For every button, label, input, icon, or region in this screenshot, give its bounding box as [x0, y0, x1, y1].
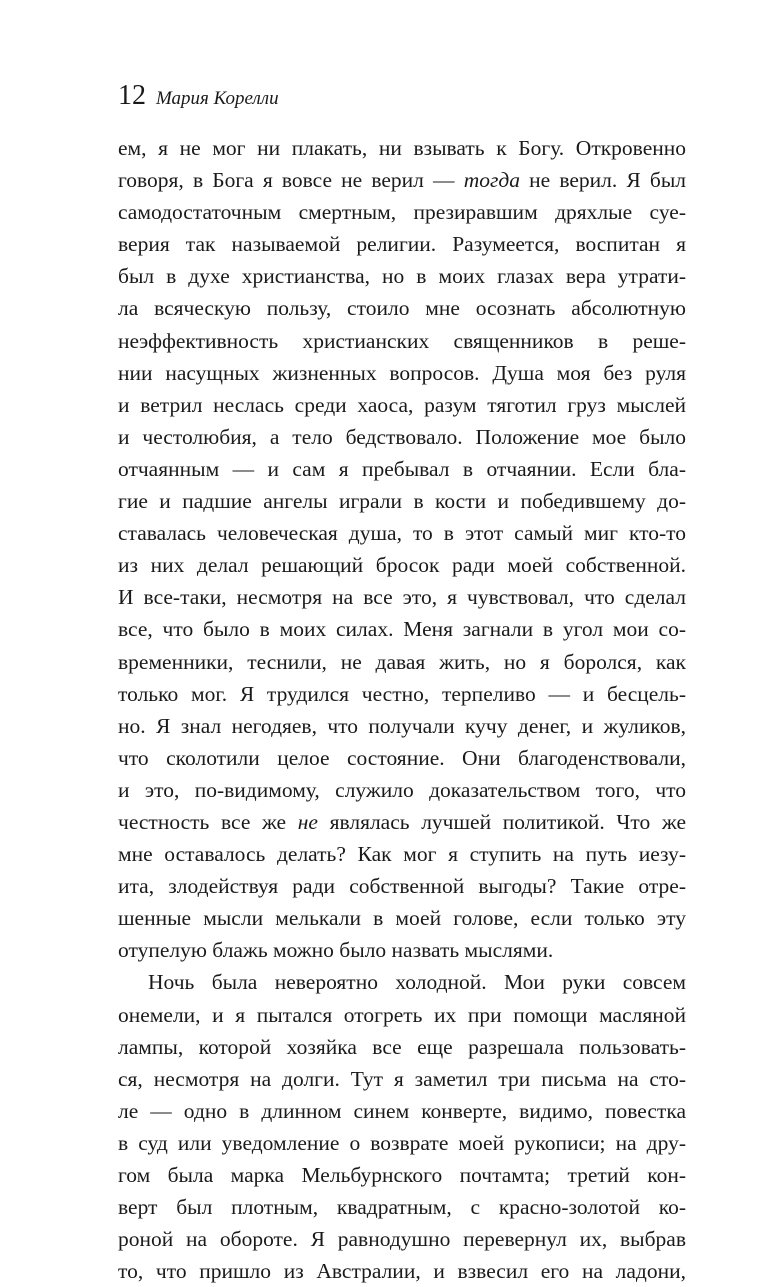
text-line [118, 1063, 686, 1095]
text-segment: что сколотили целое состояние. Они благоденствовали, [118, 745, 686, 770]
text-line [118, 453, 686, 485]
text-segment: И все-таки, несмотря на все это, я чувствовал, что сделал [118, 585, 686, 610]
text-segment: Ночь была невероятно холодной. Мои руки совсем [148, 970, 686, 995]
italic-word: не [297, 809, 318, 834]
text-line [118, 228, 686, 260]
text-segment: шенные мысли мелькали в моей голове, если только эту [118, 906, 686, 931]
text-segment: самодостаточным смертным, презиравшим дряхлые суе- [118, 200, 686, 225]
text-line [118, 581, 686, 613]
text-line [118, 260, 686, 292]
text-line [118, 1223, 686, 1255]
text-segment: отупелую блажь можно было назвать мыслями. [118, 938, 554, 963]
text-segment: и это, по-видимому, служило доказательством того, что [118, 777, 686, 802]
italic-word: тогда [463, 168, 520, 193]
text-line [118, 549, 686, 581]
text-segment: ла всяческую пользу, стоило мне осознать абсолютную [118, 296, 686, 321]
text-segment: лампы, которой хозяйка все еще разрешала пользовать- [118, 1034, 686, 1059]
text-line [118, 902, 686, 934]
text-segment: гом была марка Мельбурнского почтамта; третий кон- [118, 1163, 686, 1187]
text-segment: был в духе христианства, но в моих глазах вера утрати- [118, 264, 686, 289]
text-segment: говоря, в Бога я вовсе не верил — [118, 168, 464, 193]
text-line [118, 164, 686, 196]
text-line [118, 678, 686, 710]
text-segment: и ветрил неслась среди хаоса, разум тяготил груз мыслей [118, 392, 686, 417]
text-segment: но. Я знал негодяев, что получали кучу денег, и жуликов, [118, 713, 686, 738]
body-text [118, 132, 686, 1287]
text-segment: то, что пришло из Австралии, и взвесил его на ладони, [118, 1259, 686, 1284]
text-line [118, 132, 686, 164]
text-segment: в суд или уведомление о возврате моей рукописи; на дру- [118, 1130, 686, 1155]
text-line [118, 357, 686, 389]
text-segment: ита, злодействуя ради собственной выгоды? Такие отре- [118, 874, 686, 899]
text-line [118, 613, 686, 645]
text-segment: роной на обороте. Я равнодушно перевернул их, выбрав [118, 1227, 686, 1252]
running-head [118, 80, 279, 112]
text-segment: ем, я не мог ни плакать, ни взывать к Богу. Откровенно [118, 136, 686, 160]
text-segment: временники, теснили, не давая жить, но я боролся, как [118, 649, 686, 674]
text-line [118, 806, 686, 838]
text-segment: и честолюбия, а тело бедствовало. Положение мое было [118, 424, 686, 449]
text-line [118, 1191, 686, 1223]
text-line [118, 421, 686, 453]
text-line [118, 1127, 686, 1159]
text-segment: ся, несмотря на долги. Тут я заметил три письма на сто- [118, 1066, 686, 1091]
text-segment: не верил. Я был [519, 168, 686, 193]
text-line [118, 325, 686, 357]
text-segment: мне оставалось делать? Как мог я ступить на путь иезу- [118, 842, 686, 867]
text-line [118, 517, 686, 549]
text-line [118, 774, 686, 806]
text-line [118, 838, 686, 870]
text-line [118, 870, 686, 902]
text-segment: отчаянным — и сам я пребывал в отчаянии. Если бла- [118, 456, 686, 481]
text-segment: нии насущных жизненных вопросов. Душа моя без руля [118, 360, 686, 385]
text-segment: ставалась человеческая душа, то в этот самый миг кто-то [118, 521, 686, 546]
text-line [118, 485, 686, 517]
text-line [118, 1255, 686, 1287]
text-segment: верт был плотным, квадратным, с красно-золотой ко- [118, 1195, 686, 1220]
text-line [118, 1095, 686, 1127]
text-line [118, 1031, 686, 1063]
text-segment: честность все же [118, 809, 298, 834]
text-line [118, 710, 686, 742]
text-segment: все, что было в моих силах. Меня загнали в угол мои со- [118, 617, 686, 642]
text-segment: из них делал решающий бросок ради моей собственной. [118, 553, 686, 578]
text-line [118, 742, 686, 774]
text-line [118, 1159, 686, 1191]
text-segment: только мог. Я трудился честно, терпеливо — и бесцель- [118, 681, 686, 706]
text-segment: являлась лучшей политикой. Что же [317, 809, 686, 834]
text-line [118, 966, 686, 998]
text-segment: гие и падшие ангелы играли в кости и победившему до- [118, 489, 686, 514]
text-segment: верия так называемой религии. Разумеется, воспитан я [118, 232, 686, 257]
text-segment: онемели, и я пытался отогреть их при помощи масляной [118, 1002, 686, 1027]
text-line [118, 999, 686, 1031]
text-line [118, 292, 686, 324]
text-segment: ле — одно в длинном синем конверте, видимо, повестка [118, 1098, 686, 1123]
text-line [118, 389, 686, 421]
page-number: 12 [118, 80, 146, 111]
text-line [118, 196, 686, 228]
text-line [118, 934, 686, 966]
text-segment: неэффективность христианских священников в реше- [118, 328, 686, 353]
text-line [118, 646, 686, 678]
book-author: Мария Корелли [156, 88, 279, 109]
